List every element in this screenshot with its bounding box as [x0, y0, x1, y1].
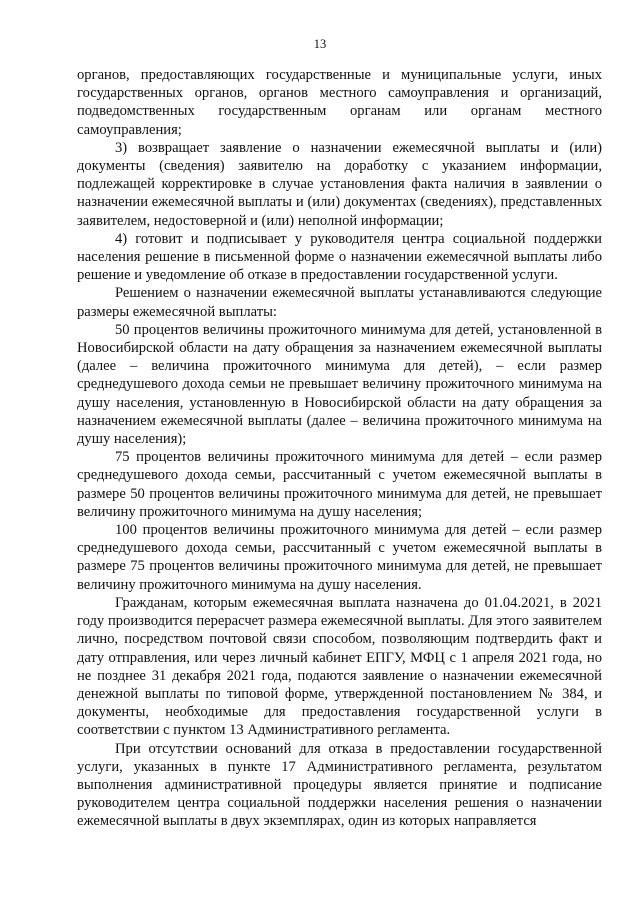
paragraph-rate-100: 100 процентов величины прожиточного минимума для детей – если размер среднедушевого дохода семьи, рассчитанный с учетом ежемесячной выплаты в размере 75 процентов величины прожиточного минимума для детей, не превышает величину прожиточного минимума на душу населения.	[77, 522, 602, 593]
page-number: 13	[313, 37, 327, 51]
document-body	[77, 66, 602, 831]
paragraph-rate-50: 50 процентов величины прожиточного минимума для детей, установленной в Новосибирской области на дату обращения за назначением ежемесячной выплаты (далее – величина прожиточного минимума для детей), – если размер среднедушевого дохода семьи не превышает величину прожиточного минимума на душу населения, установленную в Новосибирской области на дату обращения за назначением ежемесячной выплаты (далее – величина прожиточного минимума на душу населения);	[77, 321, 602, 448]
paragraph-item-4: 4) готовит и подписывает у руководителя центра социальной поддержки населения решение в письменной форме о назначении ежемесячной выплаты либо решение и уведомление об отказе в предоставлении государственной услуги.	[77, 230, 602, 284]
paragraph-recalculation: Гражданам, которым ежемесячная выплата назначена до 01.04.2021, в 2021 году производится перерасчет размера ежемесячной выплаты. Для этого заявителем лично, посредством почтовой связи способом, позволяющим подтвердить факт и дату отправления, или через личный кабинет ЕПГУ, МФЦ с 1 апреля 2021 года, но не позднее 31 декабря 2021 года, подаются заявление о назначении ежемесячной денежной выплаты по типовой форме, утвержденной постановлением № 384, и документы, необходимые для предоставления государственной услуги в соответствии с пунктом 13 Административного регламента.	[77, 594, 602, 739]
paragraph-payment-decision: Решением о назначении ежемесячной выплаты устанавливаются следующие размеры ежемесячной выплаты:	[77, 285, 602, 320]
paragraph-item-3: 3) возвращает заявление о назначении ежемесячной выплаты и (или) документы (сведения) заявителю на доработку с указанием информации, подлежащей корректировке в случае установления факта наличия в заявлении о назначении ежемесячной выплаты и (или) документах (сведениях), представленных заявителем, недостоверной и (или) неполной информации;	[77, 139, 602, 229]
paragraph-rate-75: 75 процентов величины прожиточного минимума для детей – если размер среднедушевого дохода семьи, рассчитанный с учетом ежемесячной выплаты в размере 50 процентов величины прожиточного минимума для детей, не превышает величину прожиточного минимума на душу населения;	[77, 449, 602, 520]
paragraph-procedure-result: При отсутствии оснований для отказа в предоставлении государственной услуги, указанных в пункте 17 Административного регламента, результатом выполнения административной процедуры является принятие и подписание руководителем центра социальной поддержки населения решения о назначении ежемесячной выплаты в двух экземплярах, один из которых направляется	[77, 740, 602, 830]
paragraph-continuation: органов, предоставляющих государственные и муниципальные услуги, иных государственных органов, органов местного самоуправления и организаций, подведомственных государственным органам или органам местного самоуправления;	[77, 67, 602, 138]
